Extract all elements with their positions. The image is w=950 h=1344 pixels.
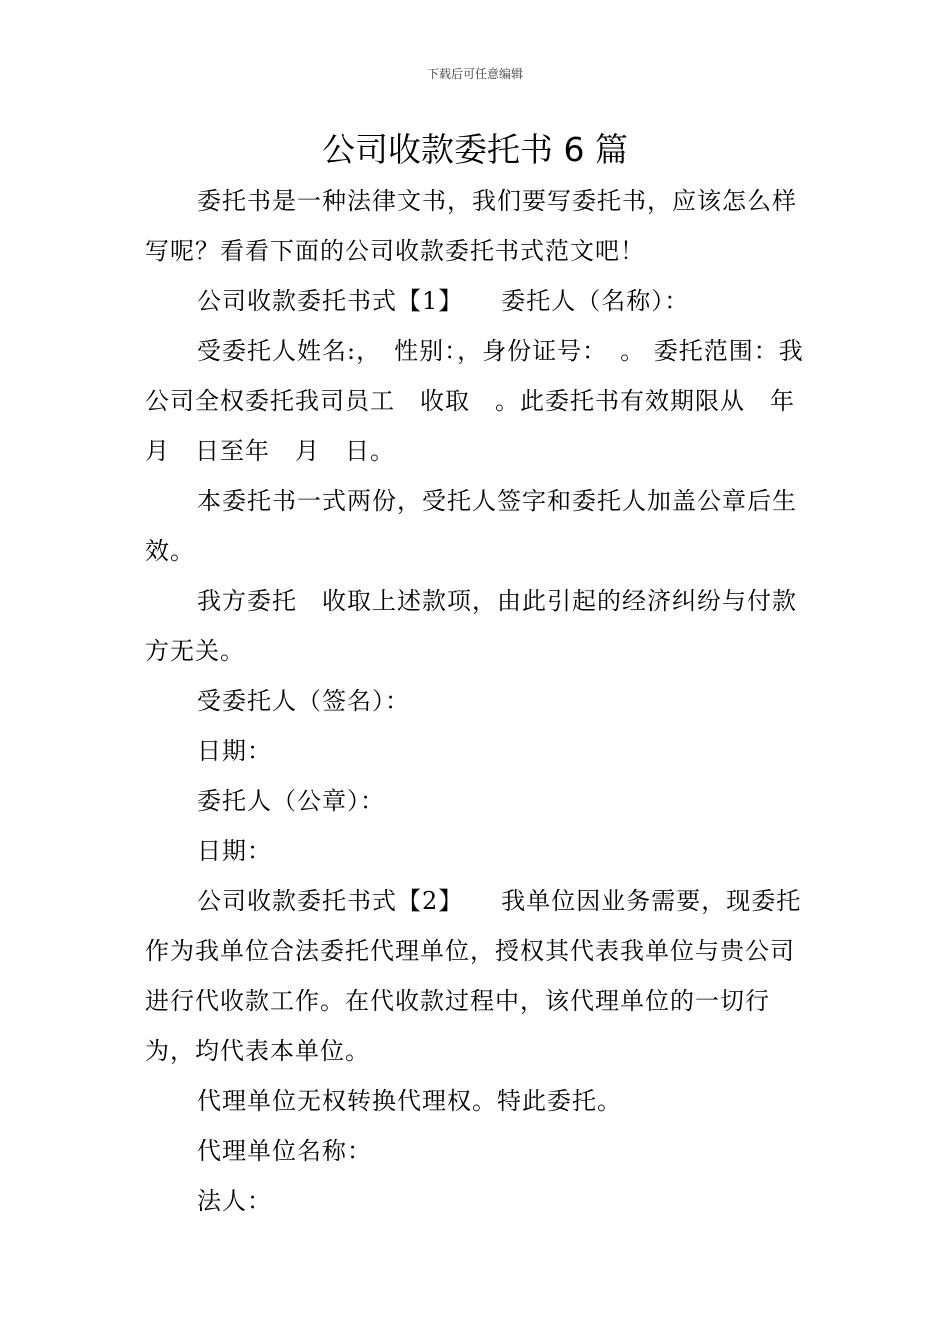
paragraph-intro: 委托书是一种法律文书，我们要写委托书，应该怎么样写呢？看看下面的公司收款委托书式范文吧！ <box>145 187 797 265</box>
paragraph-principal-seal: 委托人（公章）： <box>197 787 385 815</box>
header-note: 下载后可任意编辑 <box>426 67 523 81</box>
paragraph-effectiveness: 本委托书一式两份，受托人签字和委托人加盖公章后生效。 <box>145 487 797 565</box>
paragraph-trustee-info: 受委托人姓名:， 性别：，身份证号： 。 委托范围：我公司全权委托我司员工 收取 。此委托书有效期限从 年月 日至年 月 日。 <box>145 337 804 465</box>
paragraph-form-2: 公司收款委托书式【2】 我单位因业务需要，现委托作为我单位合法委托代理单位，授权其代表我单位与贵公司进行代收款工作。在代收款过程中，该代理单位的一切行为，均代表本单位。 <box>145 887 802 1065</box>
paragraph-form-1-heading: 公司收款委托书式【1】 委托人（名称）： <box>197 287 690 315</box>
paragraph-liability: 我方委托 收取上述款项，由此引起的经济纠纷与付款方无关。 <box>145 587 797 665</box>
paragraph-date-2: 日期： <box>197 837 272 865</box>
paragraph-date-1: 日期： <box>197 737 272 765</box>
paragraph-legal-person: 法人： <box>197 1187 272 1215</box>
paragraph-agent-name: 代理单位名称： <box>197 1137 372 1165</box>
paragraph-no-transfer: 代理单位无权转换代理权。特此委托。 <box>197 1087 622 1115</box>
paragraph-trustee-signature: 受委托人（签名）： <box>197 687 410 715</box>
document-body <box>145 176 813 1226</box>
document-title: 公司收款委托书 6 篇 <box>322 130 628 169</box>
